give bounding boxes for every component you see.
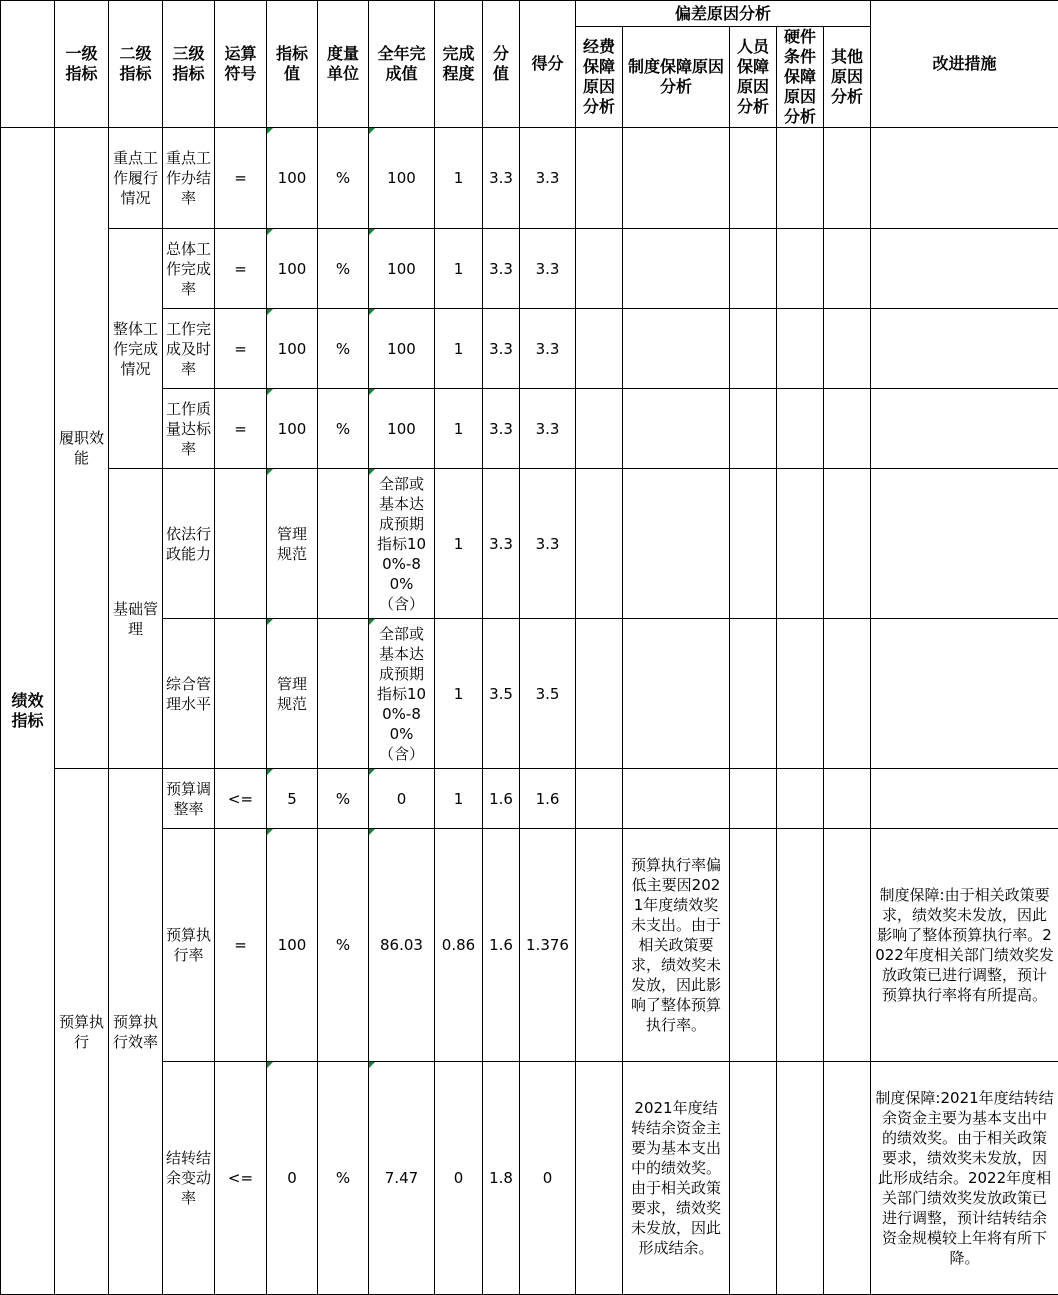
improvement <box>871 309 1058 389</box>
header-system: 制度保障原因分析 <box>623 27 730 128</box>
weight: 1.8 <box>483 1062 520 1295</box>
target-value: 管理规范 <box>267 619 318 769</box>
header-level2: 二级指标 <box>109 1 163 128</box>
target-value: 100 <box>267 229 318 309</box>
header-unit: 度量单位 <box>318 1 369 128</box>
personnel-reason <box>730 229 777 309</box>
completion: 1 <box>435 309 483 389</box>
score: 3.3 <box>520 128 576 229</box>
operator: = <box>215 829 267 1062</box>
actual-value: 100 <box>369 309 435 389</box>
completion: 0 <box>435 1062 483 1295</box>
system-reason <box>623 128 730 229</box>
header-operator: 运算符号 <box>215 1 267 128</box>
completion: 1 <box>435 389 483 469</box>
header-annual-value: 全年完成值 <box>369 1 435 128</box>
personnel-reason <box>730 309 777 389</box>
score: 3.5 <box>520 619 576 769</box>
indicator-name: 依法行政能力 <box>163 469 215 619</box>
weight: 3.5 <box>483 619 520 769</box>
hardware-reason <box>777 1062 824 1295</box>
hardware-reason <box>777 619 824 769</box>
system-reason <box>623 389 730 469</box>
other-reason <box>824 469 871 619</box>
hardware-reason <box>777 829 824 1062</box>
actual-value: 全部或基本达成预期指标100%-80%（含） <box>369 469 435 619</box>
funding-reason <box>576 229 623 309</box>
actual-value: 100 <box>369 229 435 309</box>
system-reason <box>623 619 730 769</box>
unit <box>318 619 369 769</box>
group-level2: 基础管理 <box>109 469 163 769</box>
improvement <box>871 619 1058 769</box>
table-row <box>1 229 1058 309</box>
indicator-name: 重点工作办结率 <box>163 128 215 229</box>
other-reason <box>824 229 871 309</box>
score: 3.3 <box>520 309 576 389</box>
header-deviation-group: 偏差原因分析 <box>576 1 871 27</box>
table-row <box>1 769 1058 829</box>
personnel-reason <box>730 128 777 229</box>
completion: 1 <box>435 469 483 619</box>
funding-reason <box>576 769 623 829</box>
actual-value: 100 <box>369 128 435 229</box>
header-improvement: 改进措施 <box>871 1 1058 128</box>
funding-reason <box>576 128 623 229</box>
improvement: 制度保障:由于相关政策要求，绩效奖未发放，因此影响了整体预算执行率。2022年度相关部门绩效奖发放政策已进行调整，预计预算执行率将有所提高。 <box>871 829 1058 1062</box>
personnel-reason <box>730 469 777 619</box>
hardware-reason <box>777 128 824 229</box>
header-level1: 一级指标 <box>55 1 109 128</box>
actual-value: 100 <box>369 389 435 469</box>
hardware-reason <box>777 309 824 389</box>
group-level2: 重点工作履行情况 <box>109 128 163 229</box>
unit: % <box>318 128 369 229</box>
header-weight: 分值 <box>483 1 520 128</box>
indicator-name: 预算调整率 <box>163 769 215 829</box>
group-level1: 履职效能 <box>55 128 109 769</box>
funding-reason <box>576 1062 623 1295</box>
improvement <box>871 469 1058 619</box>
target-value: 100 <box>267 389 318 469</box>
improvement <box>871 769 1058 829</box>
score: 0 <box>520 1062 576 1295</box>
unit: % <box>318 389 369 469</box>
system-reason <box>623 469 730 619</box>
header-target: 指标值 <box>267 1 318 128</box>
weight: 3.3 <box>483 309 520 389</box>
funding-reason <box>576 619 623 769</box>
operator: = <box>215 229 267 309</box>
actual-value: 0 <box>369 769 435 829</box>
unit: % <box>318 229 369 309</box>
improvement <box>871 128 1058 229</box>
table-row <box>1 128 1058 229</box>
system-reason <box>623 229 730 309</box>
unit <box>318 469 369 619</box>
unit: % <box>318 769 369 829</box>
indicator-name: 综合管理水平 <box>163 619 215 769</box>
header-other: 其他原因分析 <box>824 27 871 128</box>
weight: 1.6 <box>483 769 520 829</box>
funding-reason <box>576 829 623 1062</box>
target-value: 管理规范 <box>267 469 318 619</box>
other-reason <box>824 829 871 1062</box>
operator: = <box>215 128 267 229</box>
weight: 3.3 <box>483 389 520 469</box>
personnel-reason <box>730 389 777 469</box>
hardware-reason <box>777 229 824 309</box>
header-hardware: 硬件条件保障原因分析 <box>777 27 824 128</box>
other-reason <box>824 389 871 469</box>
header-level3: 三级指标 <box>163 1 215 128</box>
operator <box>215 619 267 769</box>
hardware-reason <box>777 769 824 829</box>
left-label: 绩效指标 <box>1 128 55 1295</box>
score: 3.3 <box>520 469 576 619</box>
funding-reason <box>576 309 623 389</box>
improvement: 制度保障:2021年度结转结余资金主要为基本支出中的绩效奖。由于相关政策要求，绩效奖未发放，因此形成结余。2022年度相关部门绩效奖发放政策已进行调整，预计结转结余资金规模较上年将有所下降。 <box>871 1062 1058 1295</box>
score: 3.3 <box>520 389 576 469</box>
other-reason <box>824 769 871 829</box>
completion: 1 <box>435 769 483 829</box>
other-reason <box>824 1062 871 1295</box>
weight: 3.3 <box>483 229 520 309</box>
actual-value: 7.47 <box>369 1062 435 1295</box>
other-reason <box>824 309 871 389</box>
unit: % <box>318 1062 369 1295</box>
weight: 1.6 <box>483 829 520 1062</box>
target-value: 5 <box>267 769 318 829</box>
completion: 0.86 <box>435 829 483 1062</box>
header-funding: 经费保障原因分析 <box>576 27 623 128</box>
operator: = <box>215 389 267 469</box>
group-level1: 预算执行 <box>55 769 109 1295</box>
header-score: 得分 <box>520 1 576 128</box>
group-level2: 预算执行效率 <box>109 769 163 1295</box>
operator <box>215 469 267 619</box>
indicator-name: 工作完成及时率 <box>163 309 215 389</box>
personnel-reason <box>730 619 777 769</box>
other-reason <box>824 128 871 229</box>
group-level2: 整体工作完成情况 <box>109 229 163 469</box>
system-reason: 预算执行率偏低主要因2021年度绩效奖未支出。由于相关政策要求，绩效奖未发放，因此影响了整体预算执行率。 <box>623 829 730 1062</box>
score: 3.3 <box>520 229 576 309</box>
unit: % <box>318 309 369 389</box>
operator: = <box>215 309 267 389</box>
personnel-reason <box>730 829 777 1062</box>
indicator-name: 总体工作完成率 <box>163 229 215 309</box>
hardware-reason <box>777 389 824 469</box>
target-value: 100 <box>267 829 318 1062</box>
personnel-reason <box>730 769 777 829</box>
table-row <box>1 469 1058 619</box>
system-reason: 2021年度结转结余资金主要为基本支出中的绩效奖。由于相关政策要求，绩效奖未发放，因此形成结余。 <box>623 1062 730 1295</box>
system-reason <box>623 309 730 389</box>
personnel-reason <box>730 1062 777 1295</box>
score: 1.376 <box>520 829 576 1062</box>
completion: 1 <box>435 619 483 769</box>
hardware-reason <box>777 469 824 619</box>
system-reason <box>623 769 730 829</box>
operator: <= <box>215 1062 267 1295</box>
corner-cell <box>1 1 55 128</box>
completion: 1 <box>435 229 483 309</box>
other-reason <box>824 619 871 769</box>
header-completion: 完成程度 <box>435 1 483 128</box>
header-personnel: 人员保障原因分析 <box>730 27 777 128</box>
funding-reason <box>576 469 623 619</box>
indicator-name: 预算执行率 <box>163 829 215 1062</box>
target-value: 100 <box>267 309 318 389</box>
actual-value: 全部或基本达成预期指标100%-80%（含） <box>369 619 435 769</box>
target-value: 100 <box>267 128 318 229</box>
funding-reason <box>576 389 623 469</box>
completion: 1 <box>435 128 483 229</box>
indicator-name: 工作质量达标率 <box>163 389 215 469</box>
target-value: 0 <box>267 1062 318 1295</box>
actual-value: 86.03 <box>369 829 435 1062</box>
indicator-name: 结转结余变动率 <box>163 1062 215 1295</box>
score: 1.6 <box>520 769 576 829</box>
improvement <box>871 389 1058 469</box>
operator: <= <box>215 769 267 829</box>
unit: % <box>318 829 369 1062</box>
weight: 3.3 <box>483 469 520 619</box>
weight: 3.3 <box>483 128 520 229</box>
improvement <box>871 229 1058 309</box>
